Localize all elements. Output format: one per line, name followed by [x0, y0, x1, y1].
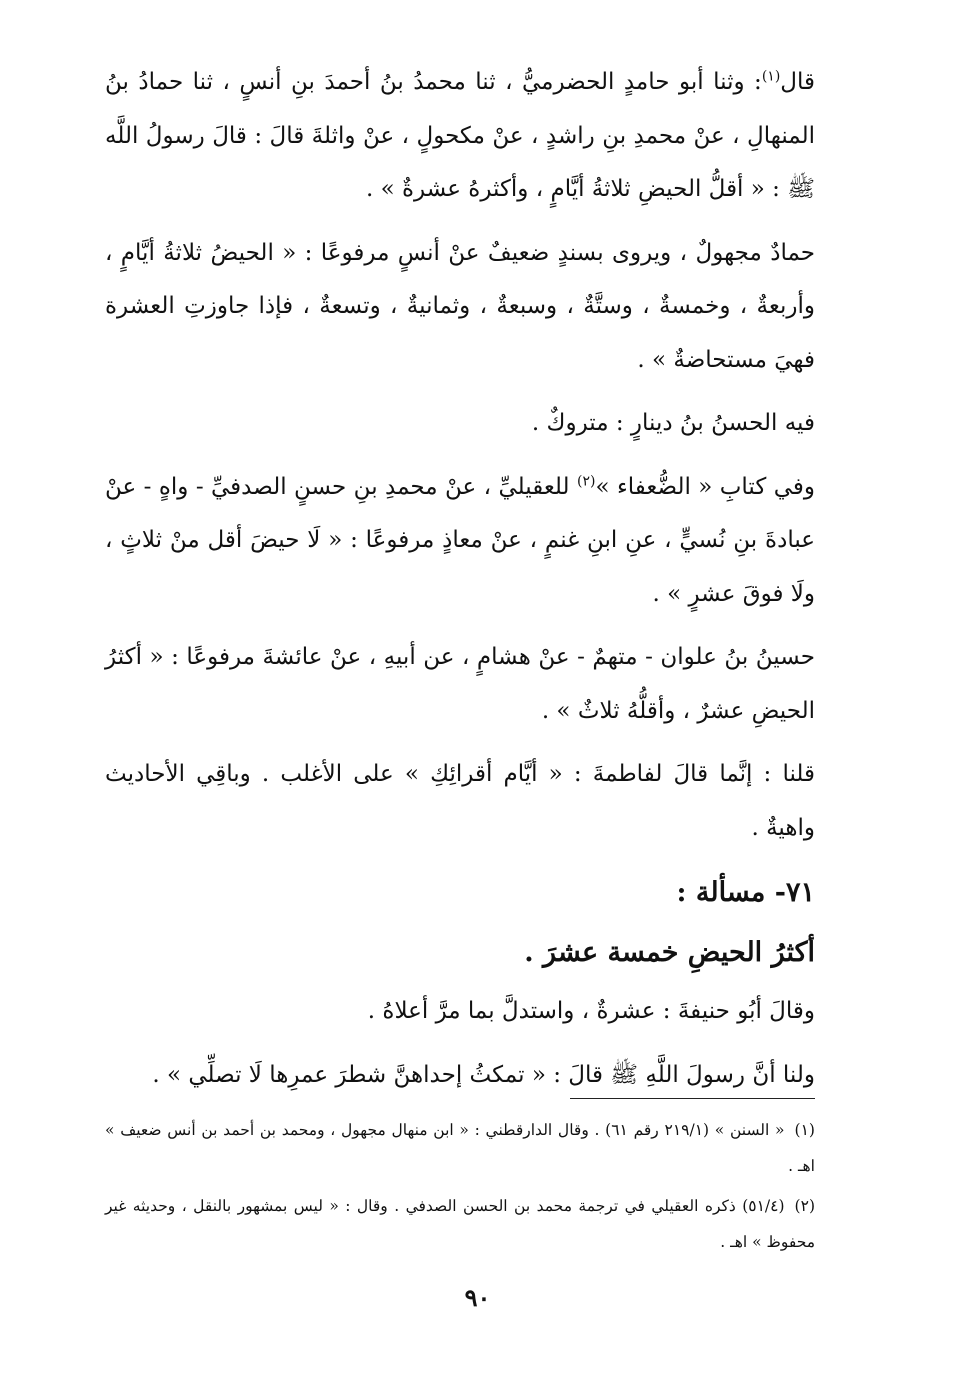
paragraph-6: قلنا : إنَّما قالَ لفاطمةَ : « أيَّام أقرائِكِ » على الأغلب . وباقِي الأحاديث واهيةٌ . — [105, 761, 815, 841]
section-line-1: وقالَ أبُو حنيفةَ : عشرةٌ ، واستدلَّ بما مرَّ أعلاهُ . — [367, 998, 815, 1024]
footnote-1-text: « السنن » (٢١٩/١ رقم ٦١) . وقال الدارقطني : « ابن منهال مجهول ، ومحمد بن أحمد بن أنس ضعيف » اهـ . — [105, 1121, 815, 1175]
footnote-ref-1[interactable]: (١) — [761, 68, 781, 85]
paragraph-4 — [105, 461, 815, 622]
footnote-2 — [105, 1188, 815, 1260]
section-subheading: أكثرُ الحيضِ خمسة عشرَ . — [524, 937, 815, 968]
footnote-1-number: (١) — [794, 1121, 815, 1139]
paragraph-1 — [105, 56, 815, 217]
main-text — [105, 56, 815, 1112]
footnote-ref-2[interactable]: (٢) — [576, 472, 596, 489]
paragraph-4-lead: وفي كتابِ « الضُّعفاء » — [595, 473, 816, 500]
section-heading: ٧١- مسألة : — [676, 877, 815, 908]
footnote-divider — [570, 1098, 815, 1099]
footnote-1 — [105, 1112, 815, 1184]
page-number: ٩٠ — [464, 1283, 491, 1312]
footnotes — [105, 1112, 815, 1264]
paragraph-1-lead: قال — [780, 69, 815, 95]
section-line-2: ولنا أنَّ رسولَ اللَّهِ ﷺ قالَ : « تمكثُ إحداهنَّ شطرَ عمرِها لَا تصلِّي » . — [152, 1061, 815, 1088]
paragraph-1-body: : وثنا أبو حامدٍ الحضرميُّ ، ثنا محمدُ بنُ أحمدَ بنِ أنسٍ ، ثنا حمادُ بنُ المنهالِ ، عنْ محمدِ بنِ راشدٍ ، عنْ مكحولٍ ، عنْ واثلةَ قالَ : قالَ رسولُ اللَّه ﷺ : « أقلُّ الحيضِ ثلاثةُ أيَّامٍ ، وأكثرهُ عشرةٌ » . — [105, 69, 815, 202]
footnote-2-number: (٢) — [794, 1197, 815, 1215]
paragraph-3: فيه الحسنُ بنُ دينارٍ : متروكٌ . — [531, 410, 815, 436]
footnote-2-text: (٥١/٤) ذكره العقيلي في ترجمة محمد بن الحسن الصدفي . وقال : « ليس بمشهور بالنقل ، وحديثه غير محفوظ » اهـ . — [105, 1197, 815, 1251]
paragraph-5: حسينُ بنُ علوان - متهمٌ - عنْ هشامٍ ، عن أبيهِ ، عنْ عائشةَ مرفوعًا : « أكثرُ الحيضِ عشرٌ ، وأقلُّهُ ثلاثٌ » . — [105, 644, 815, 724]
paragraph-4-body: للعقيليِّ ، عنْ محمدِ بنِ حسنٍ الصدفيِّ - واهٍ - عنْ عبادةَ بنِ نُسيٍّ ، عنِ ابنِ غنمٍ ، عنْ معاذٍ مرفوعًا : « لَا حيضَ أقل منْ ثلاثٍ ، ولَا فوقَ عشرٍ » . — [105, 473, 815, 607]
paragraph-2: حمادٌ مجهولٌ ، ويروى بسندٍ ضعيفٌ عنْ أنسٍ مرفوعًا : « الحيضُ ثلاثةُ أيَّامٍ ، وأربعةٌ ، وخمسةٌ ، وستَّةٌ ، وسبعةٌ ، وثمانيةٌ ، وتسعةٌ ، فإذا جاوزتِ العشرة فهيَ مستحاضةٌ » . — [105, 239, 815, 373]
